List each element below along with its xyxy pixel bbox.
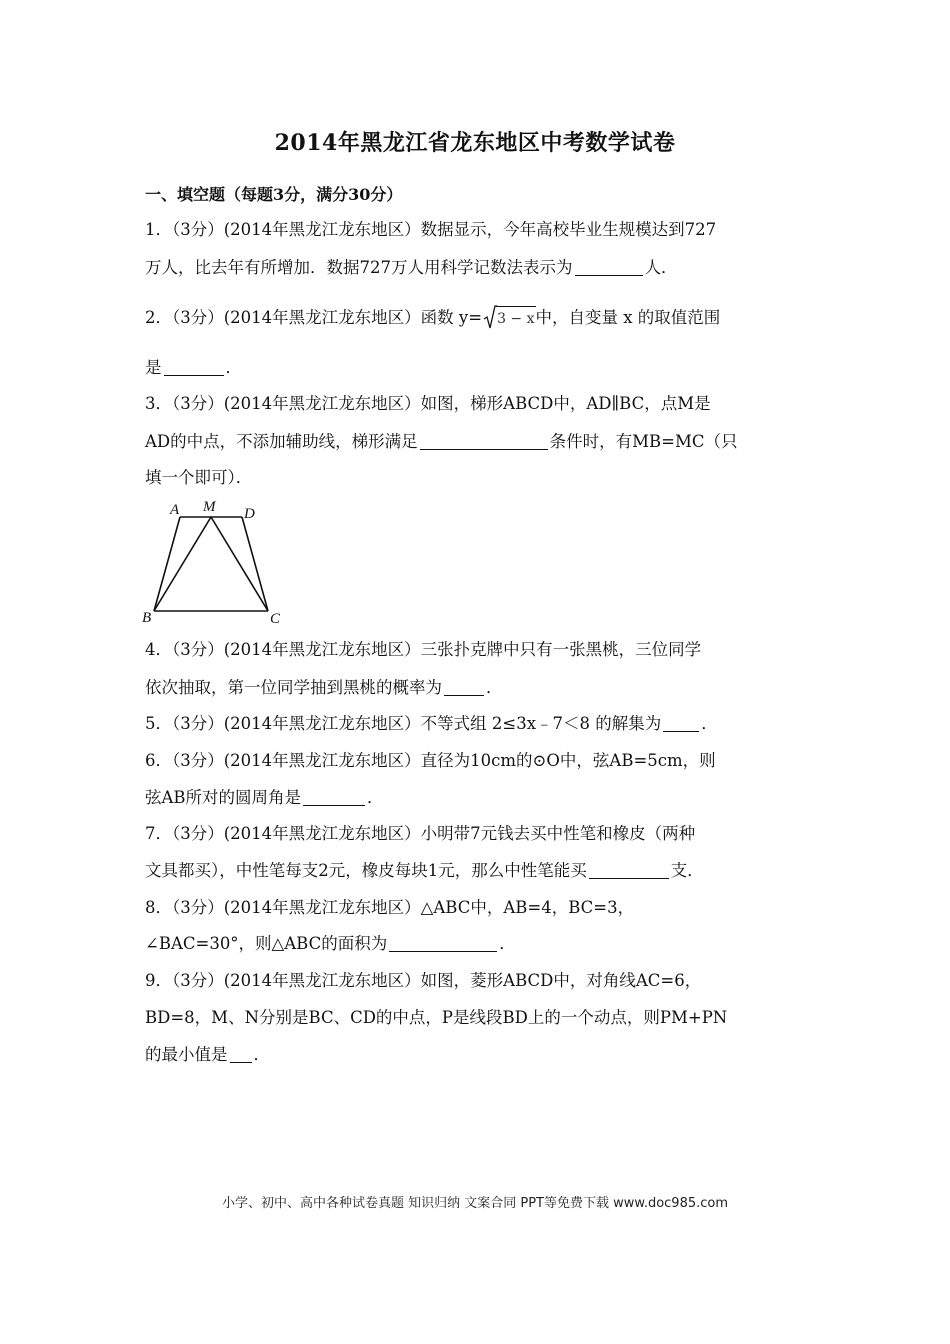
page-footer: 小学、初中、高中各种试卷真题 知识归纳 文案合同 PPT等免费下载 www.doc985.com <box>221 1196 729 1211</box>
question-8-text: ∠BAC=30°，则△ABC的面积为 <box>145 934 388 953</box>
square-root-expression <box>483 306 535 331</box>
question-4-line-1: 4．（3分）(2014年黑龙江龙东地区）三张扑克牌中只有一张黑桃，三位同学 <box>145 640 702 659</box>
question-7-tail: 支． <box>670 861 704 880</box>
question-6-line-1: 6．（3分）(2014年黑龙江龙东地区）直径为10cm的⊙O中，弦AB=5cm，则 <box>145 751 716 770</box>
question-1-line-2 <box>145 256 678 280</box>
question-2-tail: ． <box>225 358 242 377</box>
section-heading: 一、填空题（每题3分，满分30分） <box>145 185 403 204</box>
label-d: D <box>244 506 255 522</box>
question-3-line-3: 填一个即可）． <box>145 468 253 487</box>
question-7-line-1: 7．（3分）(2014年黑龙江龙东地区）小明带7元钱去买中性笔和橡皮（两种 <box>145 824 696 843</box>
label-c: C <box>270 611 281 627</box>
question-3-text: AD的中点，不添加辅助线，梯形满足 <box>145 432 418 451</box>
label-b: B <box>142 610 152 626</box>
answer-blank-5[interactable] <box>663 713 699 732</box>
question-8-line-2 <box>145 932 516 956</box>
question-4-tail: ． <box>486 678 503 697</box>
question-2-line-2 <box>145 356 242 380</box>
question-4-text: 依次抽取，第一位同学抽到黑桃的概率为 <box>145 678 442 697</box>
question-3-line-2 <box>145 430 738 454</box>
segment-mb <box>154 517 211 611</box>
question-7-line-2 <box>145 859 704 883</box>
segment-mc <box>211 517 268 611</box>
answer-blank-2[interactable] <box>164 357 224 376</box>
segment-ab <box>154 517 180 611</box>
question-2-line-1 <box>145 306 720 331</box>
question-5-line-1 <box>145 712 718 736</box>
segment-dc <box>242 517 268 611</box>
answer-blank-4[interactable] <box>444 677 484 696</box>
question-2-text-cont: 中，自变量 x 的取值范围 <box>535 308 721 327</box>
question-7-text: 文具都买），中性笔每支2元，橡皮每块1元，那么中性笔能买 <box>145 861 587 880</box>
question-1-text: 万人，比去年有所增加．数据727万人用科学记数法表示为 <box>145 258 573 277</box>
question-4-line-2 <box>145 676 503 700</box>
question-1-line-1: 1．（3分）(2014年黑龙江龙东地区）数据显示，今年高校毕业生规模达到727 <box>145 220 717 239</box>
question-9-line-1: 9．（3分）(2014年黑龙江龙东地区）如图，菱形ABCD中，对角线AC=6， <box>145 971 702 990</box>
question-9-text: 的最小值是 <box>145 1045 228 1064</box>
question-9-tail: ． <box>253 1045 270 1064</box>
question-5-tail: ． <box>701 714 718 733</box>
question-6-line-2 <box>145 786 384 810</box>
question-3-text-cont: 条件时，有MB=MC（只 <box>549 432 738 451</box>
question-6-tail: ． <box>367 788 384 807</box>
answer-blank-9[interactable] <box>230 1044 252 1063</box>
question-8-tail: ． <box>499 934 516 953</box>
question-8-line-1: 8．（3分）(2014年黑龙江龙东地区）△ABC中，AB=4，BC=3， <box>145 898 635 917</box>
answer-blank-1[interactable] <box>575 257 643 276</box>
question-2-text: 2．（3分）(2014年黑龙江龙东地区）函数 y= <box>145 308 483 327</box>
answer-blank-3[interactable] <box>420 431 548 450</box>
question-5-text: 5．（3分）(2014年黑龙江龙东地区）不等式组 2≤3x﹣7＜8 的解集为 <box>145 714 662 733</box>
answer-blank-8[interactable] <box>389 933 497 952</box>
question-9-line-2: BD=8，M、N分别是BC、CD的中点，P是线段BD上的一个动点，则PM+PN <box>145 1008 728 1027</box>
question-3-line-1: 3．（3分）(2014年黑龙江龙东地区）如图，梯形ABCD中，AD∥BC，点M是 <box>145 394 711 413</box>
answer-blank-6[interactable] <box>303 787 365 806</box>
label-m: M <box>203 499 216 515</box>
question-9-line-3 <box>145 1043 270 1067</box>
question-1-tail: 人． <box>644 258 678 277</box>
page-title: 2014年黑龙江省龙东地区中考数学试卷 <box>274 130 676 156</box>
question-6-text: 弦AB所对的圆周角是 <box>145 788 302 807</box>
label-a: A <box>170 502 180 518</box>
answer-blank-7[interactable] <box>589 860 669 879</box>
radicand: 3 − x <box>496 306 535 331</box>
trapezoid-figure <box>140 496 300 628</box>
question-2-text-2: 是 <box>145 358 162 377</box>
